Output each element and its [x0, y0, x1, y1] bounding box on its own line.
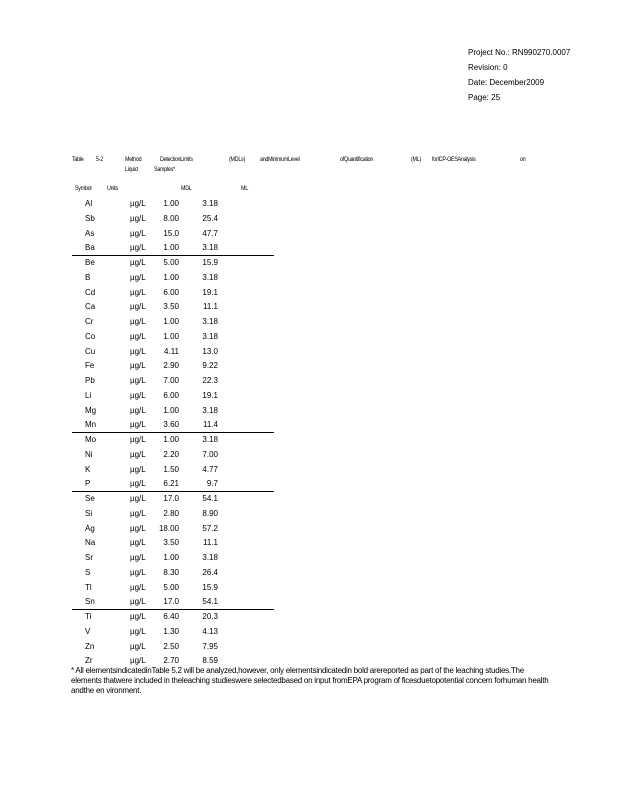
cell-symbol: Tl — [85, 583, 92, 592]
cell-ml: 13.0 — [202, 347, 218, 356]
cell-ml: 9.7 — [206, 479, 218, 488]
cell-ml: 7.95 — [202, 642, 218, 651]
cell-symbol: Sr — [85, 553, 93, 562]
cell-units: µg/L — [130, 288, 146, 297]
cell-units: µg/L — [130, 612, 146, 621]
cell-symbol: Ca — [85, 302, 96, 311]
cell-mdl: 1.00 — [163, 332, 179, 341]
cell-units: µg/L — [130, 494, 146, 503]
cell-units: µg/L — [130, 583, 146, 592]
cell-symbol: Ni — [85, 450, 93, 459]
cell-ml: 15.9 — [202, 258, 218, 267]
cell-symbol: Al — [85, 199, 93, 208]
title-part: forICP-OESAnalysis — [432, 156, 476, 163]
cell-mdl: 8.00 — [163, 214, 179, 223]
cell-ml: 3.18 — [202, 273, 218, 282]
cell-mdl: 17.0 — [163, 597, 179, 606]
cell-symbol: Ti — [85, 612, 92, 621]
cell-units: µg/L — [130, 361, 146, 370]
cell-mdl: 8.30 — [163, 568, 179, 577]
cell-units: µg/L — [130, 450, 146, 459]
cell-ml: 7.00 — [202, 450, 218, 459]
cell-mdl: 18.00 — [158, 524, 179, 533]
title-part: on — [520, 156, 526, 163]
cell-symbol: Be — [85, 258, 95, 267]
cell-ml: 47.7 — [202, 229, 218, 238]
cell-ml: 4.77 — [202, 465, 218, 474]
cell-units: µg/L — [130, 332, 146, 341]
cell-ml: 11.1 — [203, 302, 218, 311]
table-group-divider — [72, 432, 274, 433]
cell-symbol: Si — [85, 509, 93, 518]
date: Date: December2009 — [468, 78, 545, 87]
cell-mdl: 1.00 — [163, 243, 179, 252]
cell-units: µg/L — [130, 435, 146, 444]
title-part: ofQuantification — [340, 156, 374, 163]
cell-ml: 19.1 — [202, 288, 218, 297]
column-header-ml: ML — [241, 185, 248, 192]
cell-mdl: 15.0 — [163, 229, 179, 238]
cell-ml: 3.18 — [202, 332, 218, 341]
cell-symbol: Cd — [85, 288, 96, 297]
cell-mdl: 1.00 — [163, 553, 179, 562]
cell-units: µg/L — [130, 273, 146, 282]
title-part: (MDLs) — [229, 156, 246, 163]
cell-mdl: 2.50 — [163, 642, 179, 651]
title-part: 5-2 — [96, 156, 103, 163]
cell-symbol: Cu — [85, 347, 96, 356]
cell-mdl: 1.30 — [163, 627, 179, 636]
cell-symbol: K — [85, 465, 91, 474]
cell-mdl: 1.00 — [163, 199, 179, 208]
cell-symbol: Mg — [85, 406, 97, 415]
title-part: andMinimumLevel — [260, 156, 300, 163]
cell-ml: 22.3 — [202, 376, 218, 385]
cell-units: µg/L — [130, 420, 146, 429]
cell-ml: 3.18 — [202, 553, 218, 562]
cell-units: µg/L — [130, 479, 146, 488]
revision: Revision: 0 — [468, 63, 508, 72]
cell-ml: 19.1 — [202, 391, 218, 400]
cell-units: µg/L — [130, 568, 146, 577]
cell-mdl: 3.60 — [163, 420, 179, 429]
cell-ml: 54.1 — [202, 597, 218, 606]
table-group-divider — [72, 491, 274, 492]
title-part: Samples* — [154, 166, 175, 173]
cell-symbol: Sb — [85, 214, 95, 223]
cell-symbol: As — [85, 229, 95, 238]
cell-mdl: 4.11 — [164, 347, 179, 356]
cell-mdl: 1.00 — [163, 435, 179, 444]
cell-units: µg/L — [130, 524, 146, 533]
cell-symbol: P — [85, 479, 91, 488]
cell-mdl: 3.50 — [163, 538, 179, 547]
cell-ml: 11.4 — [203, 420, 218, 429]
cell-ml: 11.1 — [203, 538, 218, 547]
project-number: Project No.: RN990270.0007 — [468, 48, 571, 57]
cell-mdl: 1.00 — [163, 317, 179, 326]
cell-symbol: Na — [85, 538, 96, 547]
cell-units: µg/L — [130, 406, 146, 415]
cell-symbol: B — [85, 273, 91, 282]
title-part: Table — [72, 156, 84, 163]
cell-symbol: Fe — [85, 361, 95, 370]
cell-units: µg/L — [130, 302, 146, 311]
cell-symbol: Mo — [85, 435, 97, 444]
cell-symbol: Sn — [85, 597, 95, 606]
cell-units: µg/L — [130, 656, 146, 665]
cell-mdl: 17.0 — [163, 494, 179, 503]
cell-ml: 25.4 — [202, 214, 218, 223]
cell-symbol: Zr — [85, 656, 93, 665]
cell-mdl: 7.00 — [163, 376, 179, 385]
cell-symbol: V — [85, 627, 91, 636]
cell-mdl: 5.00 — [163, 583, 179, 592]
cell-mdl: 2.90 — [163, 361, 179, 370]
cell-ml: 26.4 — [202, 568, 218, 577]
cell-ml: 8.90 — [202, 509, 218, 518]
cell-units: µg/L — [130, 317, 146, 326]
cell-symbol: Ag — [85, 524, 95, 533]
cell-units: µg/L — [130, 199, 146, 208]
cell-ml: 54.1 — [202, 494, 218, 503]
cell-symbol: Cr — [85, 317, 94, 326]
cell-ml: 9.22 — [202, 361, 218, 370]
cell-mdl: 6.40 — [163, 612, 179, 621]
cell-mdl: 3.50 — [163, 302, 179, 311]
cell-mdl: 2.80 — [163, 509, 179, 518]
cell-units: µg/L — [130, 597, 146, 606]
cell-mdl: 6.00 — [163, 391, 179, 400]
cell-symbol: Ba — [85, 243, 95, 252]
cell-symbol: Pb — [85, 376, 95, 385]
cell-units: µg/L — [130, 509, 146, 518]
cell-units: µg/L — [130, 465, 146, 474]
cell-ml: 3.18 — [202, 435, 218, 444]
cell-symbol: Zn — [85, 642, 95, 651]
cell-units: µg/L — [130, 627, 146, 636]
cell-mdl: 1.00 — [163, 273, 179, 282]
title-part: Method — [125, 156, 142, 163]
cell-mdl: 1.00 — [163, 406, 179, 415]
column-header-mdl: MDL — [181, 185, 192, 192]
cell-ml: 8.59 — [202, 656, 218, 665]
cell-units: µg/L — [130, 258, 146, 267]
cell-units: µg/L — [130, 214, 146, 223]
cell-mdl: 6.21 — [163, 479, 179, 488]
cell-symbol: S — [85, 568, 91, 577]
cell-ml: 57.2 — [202, 524, 218, 533]
column-header-symbol: Symbol — [75, 185, 92, 192]
cell-mdl: 2.70 — [163, 656, 179, 665]
column-header-units: Units — [107, 185, 118, 192]
title-part: DetectionLimits — [160, 156, 193, 163]
page-number: Page: 25 — [468, 93, 501, 102]
cell-units: µg/L — [130, 243, 146, 252]
cell-ml: 4.13 — [202, 627, 218, 636]
cell-units: µg/L — [130, 391, 146, 400]
cell-symbol: Se — [85, 494, 95, 503]
cell-symbol: Li — [85, 391, 92, 400]
cell-units: µg/L — [130, 538, 146, 547]
cell-mdl: 2.20 — [163, 450, 179, 459]
cell-ml: 3.18 — [202, 406, 218, 415]
cell-units: µg/L — [130, 347, 146, 356]
title-part: Liquid — [125, 166, 138, 173]
cell-units: µg/L — [130, 642, 146, 651]
cell-mdl: 6.00 — [163, 288, 179, 297]
table-group-divider — [72, 609, 274, 610]
cell-mdl: 1.50 — [163, 465, 179, 474]
cell-mdl: 5.00 — [163, 258, 179, 267]
cell-ml: 15.9 — [202, 583, 218, 592]
cell-ml: 20.3 — [202, 612, 218, 621]
cell-ml: 3.18 — [202, 317, 218, 326]
table-group-divider — [72, 255, 274, 256]
cell-ml: 3.18 — [202, 243, 218, 252]
cell-units: µg/L — [130, 229, 146, 238]
cell-units: µg/L — [130, 376, 146, 385]
footnote: * All elementsindicatedinTable 5.2 will be analyzed,however, only elementsindicatedin bold arereported as part of the leaching studies.The elements thatwere included in theleaching studieswere selectedbased on input fromEPA program of ficesduetopotential concern forhuman health andthe en vironment. — [71, 666, 549, 695]
cell-units: µg/L — [130, 553, 146, 562]
cell-symbol: Mn — [85, 420, 97, 429]
cell-symbol: Co — [85, 332, 96, 341]
title-part: (ML) — [411, 156, 421, 163]
cell-ml: 3.18 — [202, 199, 218, 208]
